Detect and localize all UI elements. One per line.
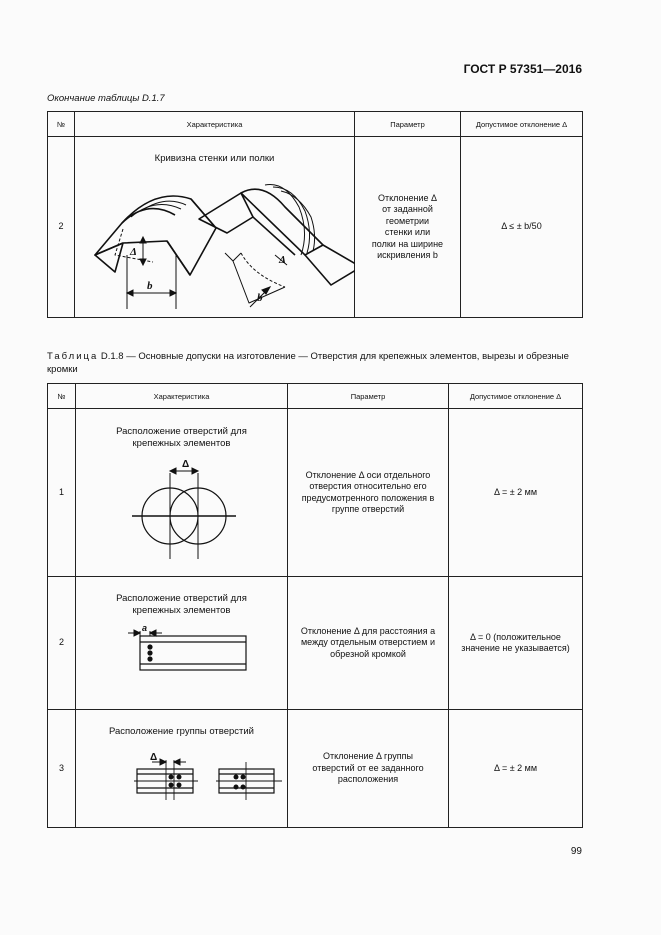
tolerance-cell: Δ ≤ ± b/50 [461, 137, 583, 318]
col-header-parameter: Параметр [355, 112, 461, 137]
row-number: 2 [48, 577, 76, 710]
table-row [48, 137, 583, 318]
standard-number: ГОСТ Р 57351—2016 [463, 62, 582, 76]
row-number: 2 [48, 137, 75, 318]
figure-label-delta: Δ [182, 459, 190, 470]
col-header-characteristic: Характеристика [75, 112, 355, 137]
row-number: 3 [48, 710, 76, 828]
page-number: 99 [570, 846, 582, 857]
table-row [48, 409, 583, 577]
parameter-line: полки на ширине [371, 238, 444, 249]
hole-group-figure [76, 710, 288, 827]
parameter-line: Отклонение Δ [377, 192, 437, 203]
figure-label-delta: Δ [130, 246, 137, 258]
table-row [48, 577, 583, 710]
table-continuation-label: Окончание таблицы D.1.7 [47, 93, 165, 104]
caption-text: D.1.8 — Основные допуски на изготовление — Отверстия для крепежных элементов, вырезы и обрезные кромки [47, 351, 569, 375]
edge-distance-figure [76, 577, 288, 709]
characteristic-title: Расположение отверстий для крепежных элементов [116, 426, 247, 449]
table-row [48, 710, 583, 828]
figure-label-b-right: b [257, 292, 263, 304]
characteristic-title: Расположение группы отверстий [108, 726, 254, 737]
parameter-line: от заданной [382, 204, 433, 214]
col-header-num: № [48, 384, 76, 409]
table-header-row [48, 112, 583, 137]
tolerance-cell: Δ = 0 (положительное значение не указывается) [449, 577, 583, 710]
parameter-line: искривления b [377, 250, 438, 260]
tolerance-cell: Δ = ± 2 мм [449, 710, 583, 828]
table-caption [47, 350, 582, 376]
col-header-tolerance: Допустимое отклонение Δ [461, 112, 583, 137]
tolerance-cell: Δ = ± 2 мм [449, 409, 583, 577]
characteristic-cell [75, 137, 355, 318]
parameter-cell: Отклонение Δ для расстояния а между отдельным отверстием и обрезной кромкой [288, 577, 449, 710]
parameter-cell: Отклонение Δ группы отверстий от ее заданного расположения [288, 710, 449, 828]
characteristic-title: Расположение отверстий для крепежных элементов [116, 593, 247, 616]
characteristic-cell [76, 710, 288, 828]
col-header-num: № [48, 112, 75, 137]
hole-position-figure [76, 409, 288, 576]
table-header-row [48, 384, 583, 409]
characteristic-title: Кривизна стенки или полки [154, 153, 275, 164]
table-d18 [47, 383, 583, 828]
parameter-line: геометрии [385, 215, 430, 226]
col-header-characteristic: Характеристика [76, 384, 288, 409]
parameter-cell: Отклонение Δ оси отдельного отверстия относительно его предусмотренного положения в группе отверстий [288, 409, 449, 577]
caption-prefix: Таблица [47, 351, 99, 362]
figure-label-delta-right: Δ [279, 254, 286, 266]
col-header-parameter: Параметр [288, 384, 449, 409]
row-number: 1 [48, 409, 76, 577]
figure-label-a: a [142, 623, 148, 633]
characteristic-cell [76, 409, 288, 577]
parameter-cell [355, 137, 461, 318]
wall-curvature-figure [75, 137, 355, 317]
characteristic-cell [76, 577, 288, 710]
parameter-line: стенки или [384, 227, 431, 237]
figure-label-b: b [147, 280, 153, 292]
table-d17 [47, 111, 583, 318]
figure-label-delta: Δ [150, 752, 158, 763]
col-header-tolerance: Допустимое отклонение Δ [449, 384, 583, 409]
